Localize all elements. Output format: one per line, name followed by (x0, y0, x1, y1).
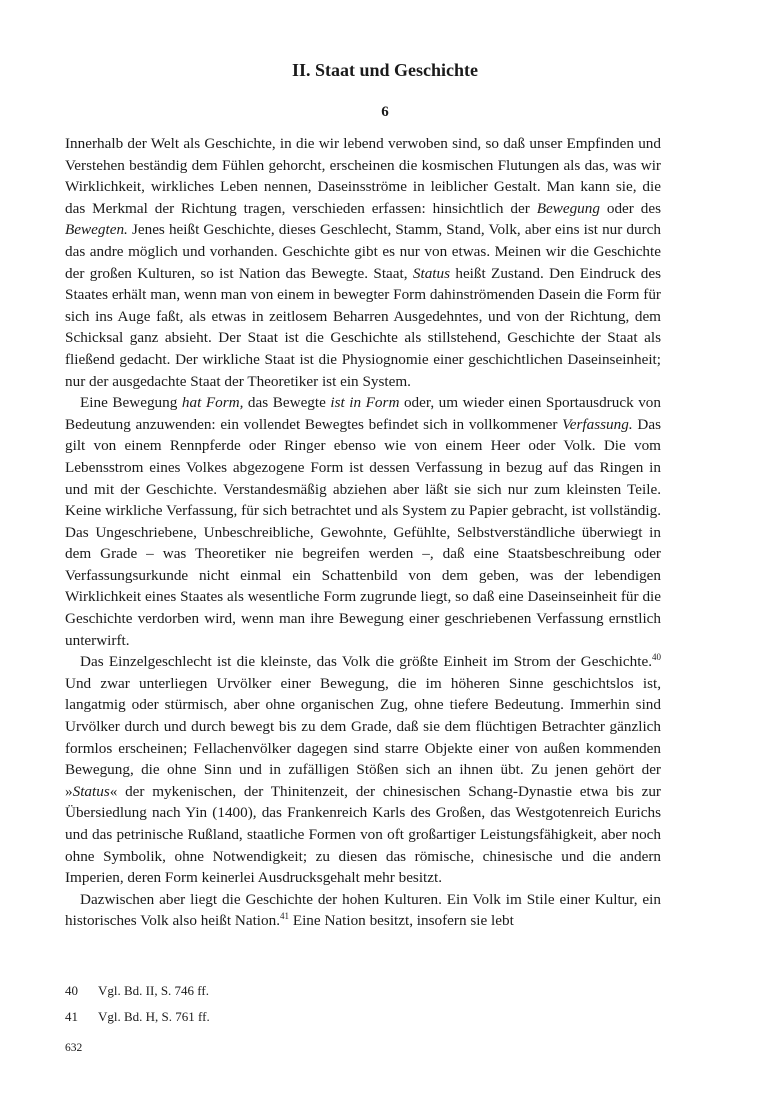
footnote-ref: 41 (280, 911, 290, 922)
emphasis-text: Bewegten. (65, 221, 128, 239)
emphasis-text: Bewegung (536, 199, 600, 217)
paragraph-1 (65, 133, 661, 392)
footnote-ref: 40 (652, 652, 661, 663)
emphasis-text: Status (72, 782, 110, 800)
emphasis-text: Status (412, 264, 451, 282)
paragraph-2 (65, 392, 661, 651)
text-run: Eine Nation besitzt, insofern sie lebt (289, 912, 514, 930)
paragraph-4 (65, 889, 661, 932)
chapter-title: II. Staat und Geschichte (291, 60, 479, 80)
body-text (65, 133, 661, 932)
text-run: das Bewegte (243, 394, 331, 412)
emphasis-text: Verfassung. (562, 415, 633, 433)
text-run: heißt Zustand. Den Eindruck des Staates erhält man, wenn man von einem in bewegter Form dahinströmenden Dasein die Form für sich ins Auge faßt, als etwas in zeitlosem Beharren Ausgedehntes, und von der Richtung, dem Schicksal ganz absieht. Der Staat ist die Geschichte als stillstehend, Geschichte der Staat als fließend gedacht. Der wirkliche Staat ist die Physiognomie einer geschichtlichen Daseinseinheit; nur der ausgedachte Staat der Theoretiker ist ein System. (65, 264, 661, 390)
section-number: 6 (381, 104, 389, 120)
emphasis-text: ist in Form (330, 394, 400, 412)
text-run: Das gilt von einem Rennpferde oder Ringer ebenso wie von einem Heer oder Volk. Die vom Lebensstrom eines Volkes abgezogene Form ist dessen Verfassung in bezug auf das Ringen in und mit der Geschichte. Verstandesmäßig abziehen aber läßt sie sich nur zum kleinsten Teile. Keine wirkliche Verfassung, für sich betrachtet und als System zu Papier gebracht, ist vollständig. Das Ungeschriebene, Unbeschreibliche, Gewohnte, Gefühlte, Selbstverständliche überwiegt in dem Grade – was Theoretiker nie begreifen werden –, daß eine Staatsbeschreibung oder Verfassungsurkunde nicht einmal ein Schattenbild von dem geben, was der lebendigen Wirklichkeit eines Staates als wesentliche Form zugrunde liegt, so daß eine Daseinseinheit für die Geschichte verdorben wird, wenn man ihre Bewegung einer geschriebenen Verfassung ernstlich unterwirft. (65, 415, 661, 649)
text-run: « der mykenischen, der Thinitenzeit, der chinesischen Schang-Dynastie etwa bis zur Übersiedlung nach Yin (1400), das Frankenreich Karls des Großen, das Westgotenreich Eurichs und das petrinische Rußland, staatliche Formen von oft großartiger Leistungsfähigkeit, aber noch ohne Symbolik, ohne Notwendigkeit; zu diesen das römische, chinesische und die andern Imperien, deren Form keinerlei Ausdrucksgehalt mehr besitzt. (65, 782, 661, 887)
text-run: Innerhalb der Welt als Geschichte, in die wir lebend verwoben sind, so daß unser Empfinden und Verstehen beständig dem Fühlen gehorcht, erscheinen die kosmischen Flutungen als das, was wir Wirklichkeit, wirkliches Leben nennen, Daseinsströme in leiblicher Gestalt. Man kann sie, die das Merkmal der Richtung tragen, verschieden erfassen: hinsichtlich der (65, 135, 661, 217)
footnotes (65, 978, 661, 1030)
footnote (65, 978, 661, 1004)
text-run: oder des (599, 199, 662, 217)
footnote-number: 41 (65, 1009, 78, 1024)
text-run: Eine Bewegung (80, 394, 182, 412)
footnote (65, 1004, 661, 1030)
emphasis-text: hat Form, (181, 394, 244, 412)
paragraph-3 (65, 651, 661, 889)
text-run: oder, um wieder einen Sportausdruck von Bedeutung anzuwenden: ein vollendet Bewegtes befindet sich in vollkommener (65, 394, 661, 433)
text-run: Und zwar unterliegen Urvölker einer Bewegung, die im höheren Sinne geschichtslos ist, langatmig oder stürmisch, aber ohne organischen Zug, ohne tiefere Bedeutung. Immerhin sind Urvölker durch und durch bewegt bis zu dem Grade, daß sie dem flüchtigen Betrachter gänzlich formlos erscheinen; Fellachenvölker dagegen sind starre Objekte einer von außen kommenden Bewegung, die ohne Sinn und in zufälligen Stößen sich an ihnen übt. Zu jenen gehört der » (65, 674, 661, 800)
footnote-number: 40 (65, 983, 78, 998)
footnote-text: Vgl. Bd. II, S. 746 ff. (98, 983, 209, 998)
text-run: Das Einzelgeschlecht ist die kleinste, das Volk die größte Einheit im Strom der Geschichte. (80, 653, 652, 671)
text-run: Dazwischen aber liegt die Geschichte der hohen Kulturen. Ein Volk im Stile einer Kultur, ein historisches Volk also heißt Nation. (65, 890, 661, 930)
text-run: Jenes heißt Geschichte, dieses Geschlecht, Stamm, Stand, Volk, aber eins ist nur durch das andre möglich und vorhanden. Geschichte gibt es nur von etwas. Meinen wir die Geschichte der großen Kulturen, so ist Nation das Bewegte. Staat, (65, 221, 661, 282)
footnote-text: Vgl. Bd. H, S. 761 ff. (98, 1009, 210, 1024)
page-number: 632 (65, 1042, 83, 1054)
